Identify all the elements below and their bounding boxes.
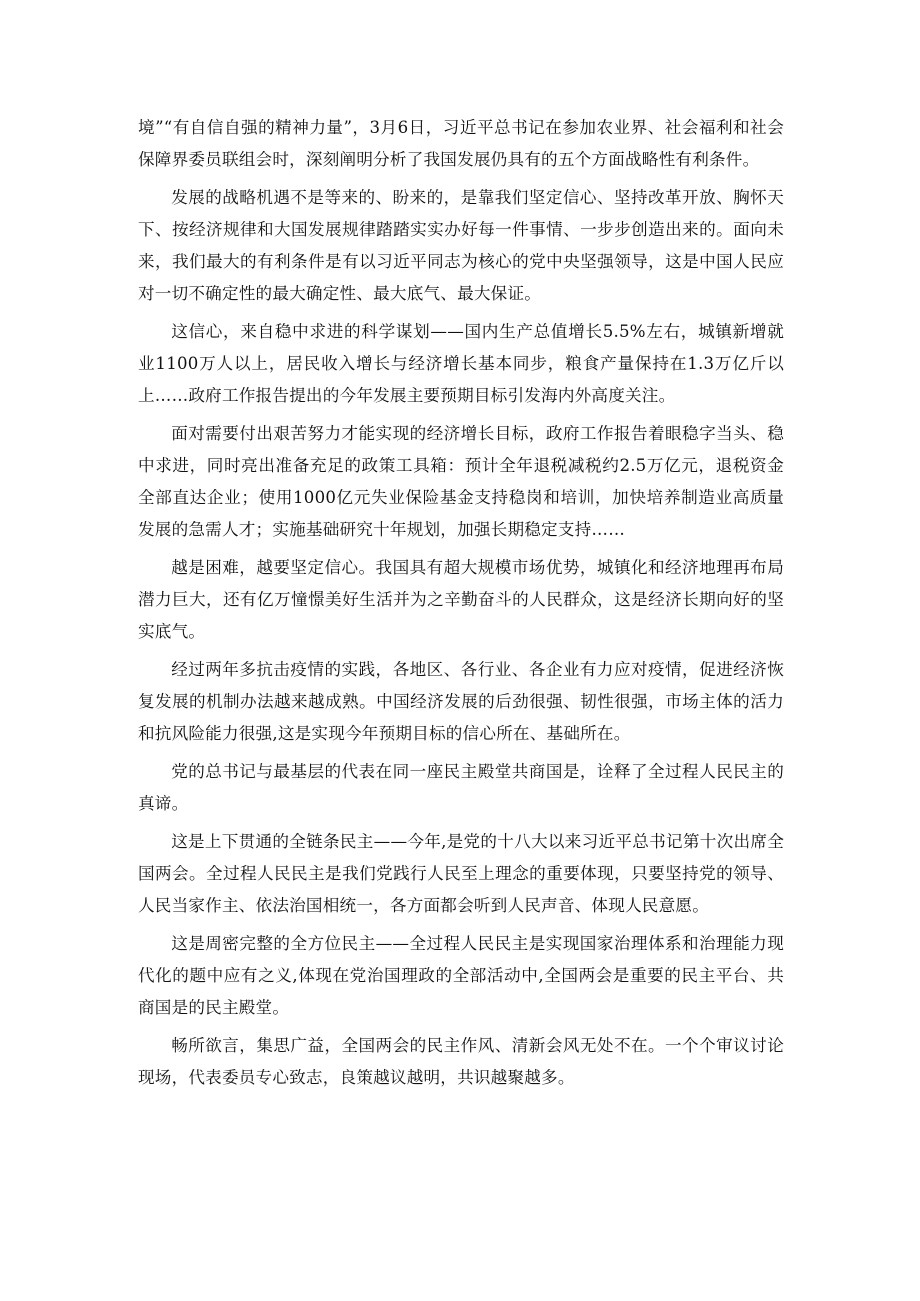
paragraph-5: 越是困难，越要坚定信心。我国具有超大规模市场优势，城镇化和经济地理再布局潜力巨大，还有亿万憧憬美好生活并为之辛勤奋斗的人民群众，这是经济长期向好的坚实底气。 (138, 558, 784, 641)
document-page (138, 112, 784, 1100)
paragraph-4: 面对需要付出艰苦努力才能实现的经济增长目标，政府工作报告着眼稳字当头、稳中求进，同时亮出准备充足的政策工具箱：预计全年退税减税约2.5万亿元，退税资金全部直达企业；使用1000亿元失业保险基金支持稳岗和培训，加快培养制造业高质量发展的急需人才；实施基础研究十年规划，加强长期稳定支持…… (138, 424, 784, 539)
paragraph-8: 这是上下贯通的全链条民主——今年,是党的十八大以来习近平总书记第十次出席全国两会。全过程人民民主是我们党践行人民至上理念的重要体现，只要坚持党的领导、人民当家作主、依法治国相统一，各方面都会听到人民声音、体现人民意愿。 (138, 832, 784, 915)
paragraph-6: 经过两年多抗击疫情的实践，各地区、各行业、各企业有力应对疫情，促进经济恢复发展的机制办法越来越成熟。中国经济发展的后劲很强、韧性很强，市场主体的活力和抗风险能力很强,这是实现今年预期目标的信心所在、基础所在。 (138, 660, 784, 743)
paragraph-1: 境”“有自信自强的精神力量”，3月6日，习近平总书记在参加农业界、社会福利和社会保障界委员联组会时，深刻阐明分析了我国发展仍具有的五个方面战略性有利条件。 (138, 118, 784, 169)
paragraph-2: 发展的战略机遇不是等来的、盼来的，是靠我们坚定信心、坚持改革开放、胸怀天下、按经济规律和大国发展规律踏踏实实办好每一件事情、一步步创造出来的。面向未来，我们最大的有利条件是有以习近平同志为核心的党中央坚强领导，这是中国人民应对一切不确定性的最大确定性、最大底气、最大保证。 (138, 188, 784, 303)
paragraph-9: 这是周密完整的全方位民主——全过程人民民主是实现国家治理体系和治理能力现代化的题中应有之义,体现在党治国理政的全部活动中,全国两会是重要的民主平台、共商国是的民主殿堂。 (138, 934, 784, 1017)
paragraph-10: 畅所欲言，集思广益，全国两会的民主作风、清新会风无处不在。一个个审议讨论现场，代表委员专心致志，良策越议越明，共识越聚越多。 (138, 1036, 784, 1087)
paragraph-3: 这信心，来自稳中求进的科学谋划——国内生产总值增长5.5%左右，城镇新增就业1100万人以上，居民收入增长与经济增长基本同步，粮食产量保持在1.3万亿斤以上……政府工作报告提出的今年发展主要预期目标引发海内外高度关注。 (138, 322, 784, 405)
paragraph-7: 党的总书记与最基层的代表在同一座民主殿堂共商国是，诠释了全过程人民民主的真谛。 (138, 762, 784, 813)
